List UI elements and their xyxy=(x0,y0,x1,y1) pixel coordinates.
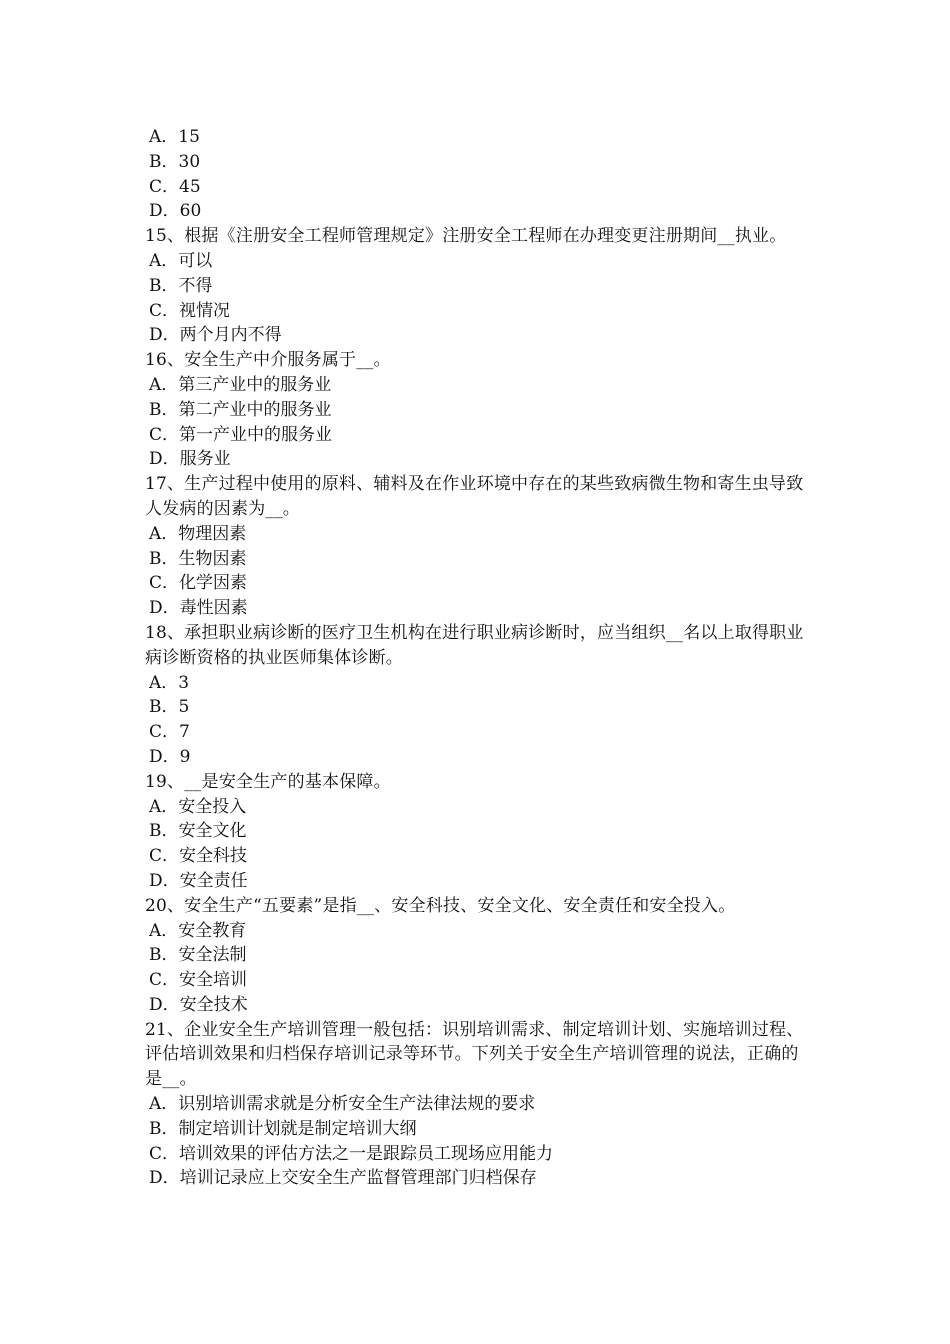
option-text: 安全技术 xyxy=(179,994,248,1015)
question-20 xyxy=(145,894,810,1018)
option-a xyxy=(145,795,810,820)
option-a xyxy=(145,522,810,547)
option-b xyxy=(145,150,810,175)
option-letter: C． xyxy=(149,846,180,867)
option-text: 两个月内不得 xyxy=(179,325,282,346)
option-letter: D． xyxy=(149,449,180,470)
option-d xyxy=(145,199,810,224)
option-letter: A． xyxy=(149,374,179,395)
option-a xyxy=(145,125,810,150)
option-text: 可以 xyxy=(178,250,213,271)
option-text: 化学因素 xyxy=(179,573,248,594)
option-letter: D． xyxy=(149,325,180,346)
option-b xyxy=(145,819,810,844)
option-d xyxy=(145,993,810,1018)
option-letter: B． xyxy=(149,697,179,718)
option-text: 第二产业中的服务业 xyxy=(178,399,332,420)
option-text: 服务业 xyxy=(179,449,231,470)
option-text: 生物因素 xyxy=(178,548,247,569)
option-text: 制定培训计划就是制定培训大纲 xyxy=(178,1118,417,1139)
option-b xyxy=(145,943,810,968)
option-text: 9 xyxy=(179,746,191,767)
option-c xyxy=(145,423,810,448)
option-text: 安全文化 xyxy=(178,821,247,842)
option-letter: C． xyxy=(149,424,180,445)
question-text: 21、企业安全生产培训管理一般包括：识别培训需求、制定培训计划、实施培训过程、评估培训效果和归档保存培训记录等环节。下列关于安全生产培训管理的说法，正确的是__。 xyxy=(145,1019,804,1090)
option-text: 第一产业中的服务业 xyxy=(179,424,333,445)
option-text: 5 xyxy=(178,697,190,718)
option-letter: B． xyxy=(149,275,179,296)
option-text: 视情况 xyxy=(179,300,231,321)
question-15 xyxy=(145,224,810,348)
option-letter: D． xyxy=(149,870,180,891)
option-letter: A． xyxy=(149,250,179,271)
question-text: 20、安全生产“五要素”是指__、安全科技、安全文化、安全责任和安全投入。 xyxy=(145,895,736,916)
option-d xyxy=(145,745,810,770)
option-letter: D． xyxy=(149,598,180,619)
question-text: 18、承担职业病诊断的医疗卫生机构在进行职业病诊断时，应当组织__名以上取得职业病诊断资格的执业医师集体诊断。 xyxy=(145,622,804,668)
option-text: 60 xyxy=(179,201,202,222)
option-text: 安全教育 xyxy=(178,920,247,941)
option-letter: D． xyxy=(149,1168,180,1189)
question-17 xyxy=(145,472,810,621)
option-letter: A． xyxy=(149,1094,179,1115)
option-c xyxy=(145,720,810,745)
option-letter: B． xyxy=(149,399,179,420)
option-c xyxy=(145,968,810,993)
option-text: 安全责任 xyxy=(179,870,248,891)
option-b xyxy=(145,1117,810,1142)
option-letter: C． xyxy=(149,573,180,594)
option-a xyxy=(145,1092,810,1117)
option-a xyxy=(145,249,810,274)
option-d xyxy=(145,447,810,472)
option-text: 3 xyxy=(178,672,190,693)
option-a xyxy=(145,671,810,696)
previous-question-options xyxy=(145,125,810,224)
option-c xyxy=(145,299,810,324)
option-text: 7 xyxy=(179,722,190,743)
option-letter: C． xyxy=(149,722,180,743)
option-text: 45 xyxy=(179,176,201,197)
option-text: 安全科技 xyxy=(179,846,248,867)
option-d xyxy=(145,1166,810,1191)
option-text: 第三产业中的服务业 xyxy=(178,374,332,395)
option-d xyxy=(145,596,810,621)
option-text: 不得 xyxy=(178,275,213,296)
option-text: 安全培训 xyxy=(179,970,248,991)
option-letter: A． xyxy=(149,672,179,693)
option-text: 安全法制 xyxy=(178,945,247,966)
option-letter: A． xyxy=(149,127,179,147)
option-c xyxy=(145,1142,810,1167)
option-a xyxy=(145,919,810,944)
option-letter: A． xyxy=(149,796,179,817)
option-b xyxy=(145,695,810,720)
option-letter: D． xyxy=(149,994,180,1015)
option-text: 安全投入 xyxy=(178,796,247,817)
document-page xyxy=(145,125,810,1191)
question-text: 16、安全生产中介服务属于__。 xyxy=(145,350,391,371)
option-letter: A． xyxy=(149,523,179,544)
question-18 xyxy=(145,621,810,770)
question-text: 17、生产过程中使用的原料、辅料及在作业环境中存在的某些致病微生物和寄生虫导致人发病的因素为__。 xyxy=(145,474,804,519)
option-letter: D． xyxy=(149,201,180,222)
option-text: 识别培训需求就是分析安全生产法律法规的要求 xyxy=(178,1094,536,1115)
option-d xyxy=(145,323,810,348)
option-text: 30 xyxy=(178,151,201,172)
option-text: 培训效果的评估方法之一是跟踪员工现场应用能力 xyxy=(179,1143,554,1164)
option-c xyxy=(145,175,810,200)
option-text: 15 xyxy=(178,127,200,147)
question-16 xyxy=(145,348,810,472)
option-letter: B． xyxy=(149,151,179,172)
option-letter: C． xyxy=(149,970,180,991)
option-letter: D． xyxy=(149,746,180,767)
option-letter: B． xyxy=(149,1118,179,1139)
option-text: 毒性因素 xyxy=(179,598,248,619)
option-letter: C． xyxy=(149,300,180,321)
option-c xyxy=(145,571,810,596)
option-letter: B． xyxy=(149,548,179,569)
option-b xyxy=(145,398,810,423)
option-b xyxy=(145,274,810,299)
option-text: 物理因素 xyxy=(178,523,247,544)
option-text: 培训记录应上交安全生产监督管理部门归档保存 xyxy=(179,1168,537,1189)
option-letter: B． xyxy=(149,945,179,966)
option-letter: C． xyxy=(149,1143,180,1164)
option-letter: B． xyxy=(149,821,179,842)
question-text: 19、__是安全生产的基本保障。 xyxy=(145,771,391,792)
option-letter: C． xyxy=(149,176,180,197)
option-letter: A． xyxy=(149,920,179,941)
question-19 xyxy=(145,770,810,894)
question-21 xyxy=(145,1018,810,1192)
option-a xyxy=(145,373,810,398)
option-b xyxy=(145,547,810,572)
option-c xyxy=(145,844,810,869)
question-text: 15、根据《注册安全工程师管理规定》注册安全工程师在办理变更注册期间__执业。 xyxy=(145,226,787,247)
option-d xyxy=(145,869,810,894)
